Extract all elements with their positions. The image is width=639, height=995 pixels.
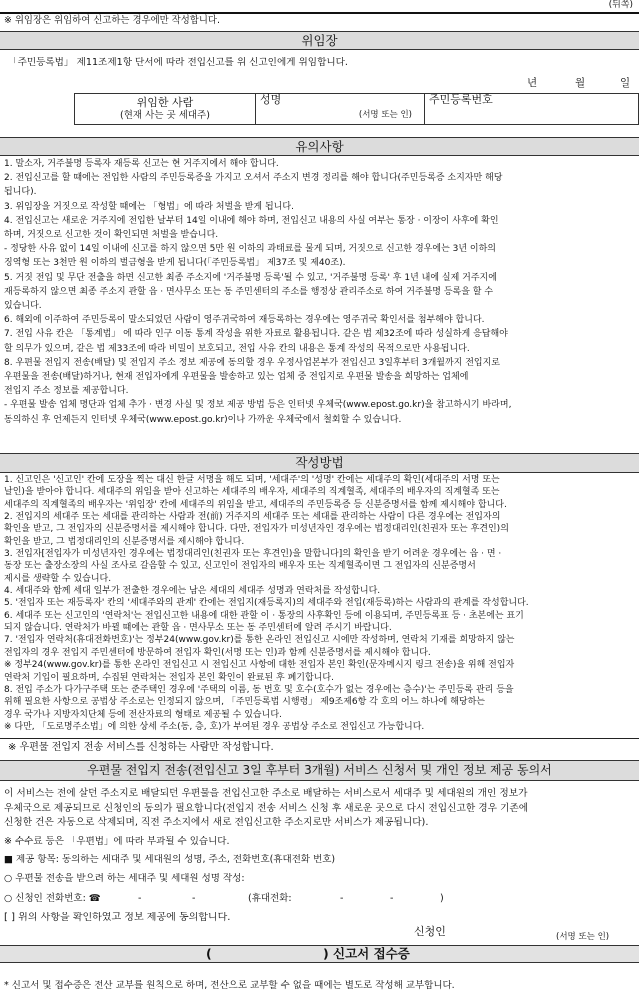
method-line: 3. 전입자[전입자가 미성년자인 경우에는 법정대리인(친권자 또는 후견인)을 말합니다]의 확인을 받기 어려운 경우에는 읍 · 면 · [4, 549, 502, 560]
fee-note: ※ 수수료 등은 「우편법」에 따라 부과될 수 있습니다. [4, 836, 230, 847]
top-rule [0, 12, 639, 14]
delegator-sublabel: (현재 사는 곳 세대주) [120, 110, 210, 121]
note-line: 재등록하지 않으면 최종 주소지 관할 읍 · 면사무소 또는 동 주민센터의 주소를 행정상 관리주소로 하여 거주불명 등록을 할 수 [4, 286, 494, 297]
method-line: 4. 세대주와 함께 세대 일부가 전출한 경우에는 남은 세대의 세대주 성명과 연락처를 작성합니다. [4, 586, 381, 597]
recipients-label[interactable]: ○ 우편물 전송을 받으려 하는 세대주 및 세대원 성명 작성: [4, 873, 245, 884]
method-line: 1. 신고인은 '신고인' 칸에 도장을 찍는 대신 한글 서명을 해도 되며, '세대주'의 '성명' 칸에는 세대주의 확인(세대주의 서명 또는 [4, 475, 500, 485]
id-label: 주민등록번호 [429, 93, 493, 106]
note-line: 7. 전입 사유 칸은 「통계법」 에 따라 인구 이동 통계 작성을 위한 자료로 활용됩니다. 같은 법 제32조에 따라 성실하게 응답해야 [4, 329, 508, 340]
method-bottom-rule [0, 738, 639, 739]
delegation-title: 위임장 [0, 31, 639, 50]
mobile-dash-2: - [390, 893, 394, 904]
method-line: 되지 않습니다. 연락처가 바뀔 때에는 관할 읍 · 면사무소 또는 동 주민센터에 알려 주시기 바랍니다. [4, 623, 392, 634]
postal-title: 우편물 전입지 전송(전입신고 3일 후부터 3개월) 서비스 신청서 및 개인 정보 제공 동의서 [0, 760, 639, 781]
method-line: 날인)을 받아야 합니다. 세대주의 위임을 받아 신고하는 세대주의 배우자, 세대주의 직계혈족, 세대주의 배우자의 직계혈족 또는 [4, 487, 500, 498]
note-line: 징역형 또는 3천만 원 이하의 벌금형을 받게 됩니다(「주민등록법」 제37조 및 제40조). [4, 258, 346, 269]
notes-title: 유의사항 [0, 137, 639, 156]
id-cell[interactable] [425, 94, 639, 125]
note-line: - 정당한 사유 없이 14일 이내에 신고를 하지 않으면 5만 원 이하의 과태료를 물게 되며, 거짓으로 신고한 경우에는 3년 이하의 [4, 244, 496, 255]
method-line: 세대주의 직계혈족의 배우자는 '위임장' 칸에 세대주의 위임을 받고, 세대주의 주민등록증 등 신분증명서를 함께 제시해야 합니다. [4, 499, 507, 510]
note-line: 있습니다. [4, 301, 42, 312]
applicant-label: 신청인 [414, 925, 446, 938]
name-cell[interactable] [256, 94, 425, 125]
note-line: 2. 전입신고를 할 때에는 전입한 사람의 주민등록증을 가지고 오셔서 주소지 변경 정리를 해야 합니다(주민등록증 소지자만 해당 [4, 173, 503, 184]
provided-items: ■ 제공 항목: 동의하는 세대주 및 세대원의 성명, 주소, 전화번호(휴대전화 번호) [4, 854, 336, 865]
name-label: 성명 [260, 93, 282, 106]
note-line: 6. 해외에 이주하여 주민등록이 말소되었던 사람이 영주귀국하여 재등록하는 경우에는 영주귀국 확인서를 첨부해야 합니다. [4, 315, 485, 326]
method-line: 동장 또는 출장소장의 사실 조사로 갈음할 수 있고, 신고인이 전입자의 배우자 또는 직계혈족이면 그 전입자의 신분증명서 [4, 561, 476, 572]
consent-checkbox-line[interactable]: [ ] 위의 사항을 확인하였고 정보 제공에 동의합니다. [4, 912, 231, 923]
note-line: 됩니다). [4, 187, 37, 198]
postal-intro-line: 우체국으로 제공되므로 신청인의 동의가 필요합니다(전입지 전송 서비스 신청 후 새로운 곳으로 다시 전입신고한 경우 기존에 [4, 802, 529, 814]
mobile-dash-1: - [340, 893, 344, 904]
mobile-close: ) [440, 893, 444, 904]
delegator-cell [75, 94, 256, 125]
date-month: 월 [575, 77, 586, 89]
postal-intro [4, 787, 635, 831]
method-line: 제시를 생략할 수 있습니다. [4, 573, 112, 584]
phone-dash-1: - [138, 893, 142, 904]
note-line: 4. 전입신고는 새로운 거주지에 전입한 날부터 14일 이내에 해야 하며, 전입신고 내용의 사실 여부는 통장 · 이장이 사후에 확인 [4, 215, 499, 226]
method-line: 위해 필요한 사항으로 공법상 주소로는 인정되지 않으며, 「주민등록법 시행령」 제9조제6항 각 호의 어느 하나에 해당하는 [4, 697, 485, 708]
method-line: 경우 국가나 지방자치단체 등에 전산자료의 형태로 제공될 수 있습니다. [4, 709, 282, 720]
method-line: 6. 세대주 또는 신고인의 '연락처'는 전입신고한 내용에 대한 관할 이 · 통장의 사후확인 등에 이용되며, 주민등록표 등 · 초본에는 표기 [4, 610, 524, 621]
delegation-statement: 「주민등록법」 제11조제1항 단서에 따라 전입신고를 위 신고인에게 위임합니다. [8, 57, 348, 68]
date-year: 년 [527, 77, 538, 89]
delegation-note: ※ 위임장은 위임하여 신고하는 경우에만 작성합니다. [4, 15, 220, 26]
delegator-table [74, 93, 639, 125]
receipt-close: ) [323, 946, 329, 961]
method-line: ※ 정부24(www.gov.kr)를 통한 온라인 전입신고 시 전입신고 사항에 대한 전입자 본인 확인(문자메시지 링크 전송)을 위해 전입자 [4, 660, 515, 671]
receipt-open: ( [206, 946, 212, 961]
method-title: 작성방법 [0, 453, 639, 473]
note-line: 1. 말소자, 거주불명 등록자 재등록 신고는 현 거주지에서 해야 합니다. [4, 159, 279, 169]
receipt-band [0, 945, 639, 963]
note-line: - 우편물 발송 업체 명단과 업체 추가 · 변경 사실 및 정보 제공 방법 등은 인터넷 우체국(www.epost.go.kr)을 참고하시기 바라며, [4, 400, 512, 411]
note-line: 동의하신 후 언제든지 인터넷 우체국(www.epost.go.kr)이나 가까운 우체국에서 철회할 수 있습니다. [4, 414, 402, 425]
phone-label: ○ 신청인 전화번호: ☎ [4, 893, 101, 904]
note-line: 5. 거짓 전입 및 무단 전출을 하면 신고한 최종 주소지에 '거주불명 등록'될 수 있고, '거주불명 등록' 후 1년 내에 실제 거주지에 [4, 272, 497, 283]
back-side-label: (뒤쪽) [608, 0, 633, 10]
method-line: 전입자의 경우 전입지 주민센터에 방문하여 전입자 확인(서명 또는 인)과 함께 신분증명서를 제시해야 합니다. [4, 647, 431, 658]
note-line: 3. 위임장을 거짓으로 작성할 때에는 「형법」에 따라 처벌을 받게 됩니다. [4, 201, 294, 212]
mobile-label: (휴대전화: [248, 893, 292, 904]
method-line: 7. '전입자 연락처(휴대전화번호)'는 정부24(www.gov.kr)를 통한 온라인 전입신고 시에만 작성하며, 연락처 기재를 희망하지 않는 [4, 635, 515, 646]
signature-hint: (서명 또는 인) [358, 110, 412, 120]
method-line: 5. '전입자 또는 재등록자' 칸의 '세대주와의 관계' 칸에는 전입지(재등록지)의 세대주와 전입(재등록)하는 사람과의 관계를 작성합니다. [4, 598, 529, 609]
method-line: 연락처 기입이 필요하며, 수집된 연락처는 전입자 본인 확인이 완료된 후 폐기합니다. [4, 672, 334, 683]
method-line: 확인을 받고, 그 법정대리인의 신분증명서를 제시해야 합니다. [4, 536, 245, 547]
method-line: 8. 전입 주소가 다가구주택 또는 준주택인 경우에 '주택의 이름, 동 번호 및 호수(호수가 없는 경우에는 층수)'는 주민등록 관리 등을 [4, 684, 514, 695]
note-line: 8. 우편물 전입지 전송(배달) 및 전입지 주소 정보 제공에 동의할 경우 우정사업본부가 전입신고 3일후부터 3개월까지 전입지로 [4, 357, 500, 368]
date-day: 일 [620, 77, 631, 89]
postal-intro-line: 이 서비스는 전에 살던 주소지로 배달되던 우편물을 전입신고한 주소로 배달하는 서비스로서 세대주 및 세대원의 개인 정보가 [4, 788, 528, 799]
method-line: 확인을 받고, 그 전입자의 신분증명서를 제시해야 합니다. 다만, 전입자가 미성년자인 경우에는 법정대리인(친권자 또는 후견인)의 [4, 524, 509, 535]
postal-intro-line: 신청한 건은 자동으로 삭제되며, 직전 주소지에서 새로 전입신고한 주소지로만 서비스가 제공됩니다). [4, 817, 429, 828]
postal-note: ※ 우편물 전입지 전송 서비스를 신청하는 사람만 작성합니다. [8, 742, 274, 753]
note-line: 전입지 주소 정보를 제공합니다. [4, 386, 129, 397]
phone-dash-2: - [192, 893, 196, 904]
method-line: ※ 다만, 「도로명주소법」에 의한 상세 주소(동, 층, 호)가 부여된 경우 공법상 주소로 전입신고 가능합니다. [4, 721, 425, 732]
notes-list [4, 157, 635, 427]
note-line: 하며, 거짓으로 신고한 것이 확인되면 처벌을 받습니다. [4, 230, 219, 241]
receipt-label: 신고서 접수증 [333, 946, 410, 961]
footer-note: * 신고서 및 접수증은 전산 교부를 원칙으로 하며, 전산으로 교부할 수 없을 때에는 별도로 작성해 교부합니다. [4, 980, 455, 991]
note-line: 우편물을 전송(배달)하거나, 현재 전입자에게 우편물을 발송하고 있는 업체 중 전입지로 우편물 발송을 희망하는 업체에 [4, 372, 469, 383]
delegator-label: 위임한 사람 [136, 96, 194, 109]
method-list [4, 474, 635, 733]
applicant-signature[interactable]: (서명 또는 인) [556, 932, 610, 942]
method-line: 2. 전입지의 세대주 또는 세대를 관리하는 사람과 전(前) 거주지의 세대주 또는 세대를 관리하는 사람이 다른 경우에는 전입자의 [4, 512, 501, 523]
note-line: 할 의무가 있으며, 같은 법 제33조에 따라 비밀이 보호되고, 전입 사유 칸의 내용은 통계 작성의 목적으로만 사용됩니다. [4, 343, 470, 354]
